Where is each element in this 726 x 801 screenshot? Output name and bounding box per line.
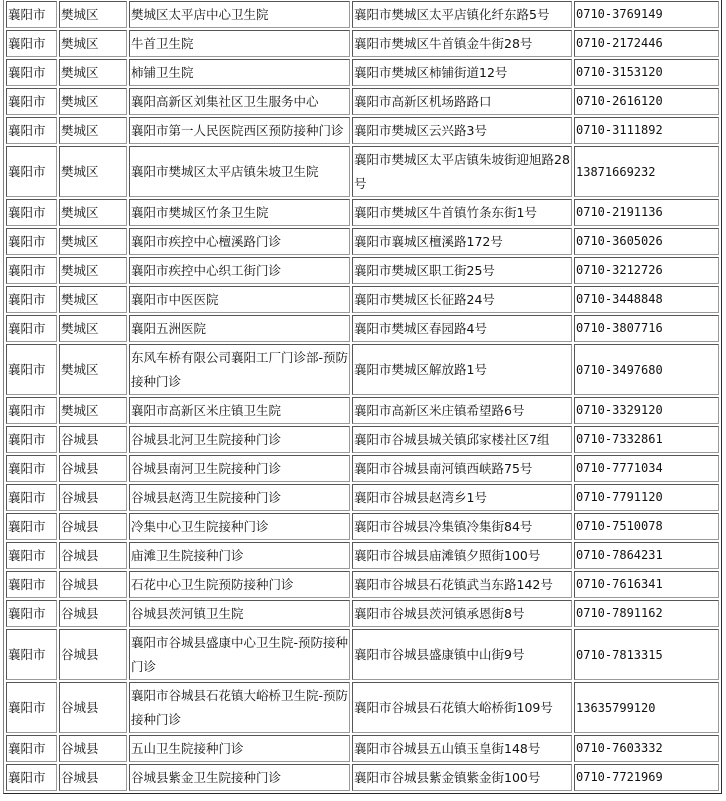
phone-cell: 0710-7813315 xyxy=(574,629,719,680)
address-cell: 襄阳市樊城区牛首镇金牛街28号 xyxy=(352,30,572,57)
address-cell: 襄阳市谷城县石花镇大峪桥街109号 xyxy=(352,682,572,733)
address-cell: 襄阳市襄城区檀溪路172号 xyxy=(352,228,572,255)
address-cell: 襄阳市樊城区长征路24号 xyxy=(352,286,572,313)
phone-cell: 0710-3605026 xyxy=(574,228,719,255)
clinic-name-cell: 冷集中心卫生院接种门诊 xyxy=(129,513,350,540)
district-cell: 樊城区 xyxy=(59,286,127,313)
address-cell: 襄阳市高新区机场路路口 xyxy=(352,88,572,115)
table-row xyxy=(6,59,719,86)
district-cell: 谷城县 xyxy=(59,571,127,598)
clinic-name-cell: 襄阳市第一人民医院西区预防接种门诊 xyxy=(129,117,350,144)
clinic-name-cell: 谷城县北河卫生院接种门诊 xyxy=(129,426,350,453)
city-cell: 襄阳市 xyxy=(6,682,57,733)
clinic-name-cell: 谷城县南河卫生院接种门诊 xyxy=(129,455,350,482)
district-cell: 樊城区 xyxy=(59,257,127,284)
district-cell: 谷城县 xyxy=(59,455,127,482)
address-cell: 襄阳市樊城区柿铺街道12号 xyxy=(352,59,572,86)
district-cell: 樊城区 xyxy=(59,117,127,144)
phone-cell: 0710-7721969 xyxy=(574,764,719,791)
clinic-name-cell: 东风车桥有限公司襄阳工厂门诊部-预防接种门诊 xyxy=(129,344,350,395)
address-cell: 襄阳市谷城县庙滩镇夕照街100号 xyxy=(352,542,572,569)
clinic-name-cell: 谷城县茨河镇卫生院 xyxy=(129,600,350,627)
clinic-name-cell: 石花中心卫生院预防接种门诊 xyxy=(129,571,350,598)
address-cell: 襄阳市樊城区牛首镇竹条东街1号 xyxy=(352,199,572,226)
clinic-name-cell: 庙滩卫生院接种门诊 xyxy=(129,542,350,569)
clinic-name-cell: 五山卫生院接种门诊 xyxy=(129,735,350,762)
table-row xyxy=(6,735,719,762)
address-cell: 襄阳市樊城区太平店镇朱坡街迎旭路28号 xyxy=(352,146,572,197)
table-row xyxy=(6,397,719,424)
phone-cell: 0710-7616341 xyxy=(574,571,719,598)
phone-cell: 0710-2172446 xyxy=(574,30,719,57)
district-cell: 樊城区 xyxy=(59,1,127,28)
address-cell: 襄阳市谷城县冷集镇冷集街84号 xyxy=(352,513,572,540)
table-row xyxy=(6,30,719,57)
district-cell: 谷城县 xyxy=(59,513,127,540)
address-cell: 襄阳市樊城区春园路4号 xyxy=(352,315,572,342)
phone-cell: 0710-7603332 xyxy=(574,735,719,762)
city-cell: 襄阳市 xyxy=(6,455,57,482)
city-cell: 襄阳市 xyxy=(6,484,57,511)
district-cell: 谷城县 xyxy=(59,542,127,569)
phone-cell: 0710-7510078 xyxy=(574,513,719,540)
table-row xyxy=(6,199,719,226)
district-cell: 樊城区 xyxy=(59,146,127,197)
city-cell: 襄阳市 xyxy=(6,286,57,313)
phone-cell: 0710-7864231 xyxy=(574,542,719,569)
address-cell: 襄阳市谷城县城关镇邱家楼社区7组 xyxy=(352,426,572,453)
district-cell: 樊城区 xyxy=(59,228,127,255)
city-cell: 襄阳市 xyxy=(6,397,57,424)
clinic-name-cell: 襄阳市樊城区太平店镇朱坡卫生院 xyxy=(129,146,350,197)
clinic-name-cell: 襄阳市高新区米庄镇卫生院 xyxy=(129,397,350,424)
address-cell: 襄阳市谷城县石花镇武当东路142号 xyxy=(352,571,572,598)
clinic-name-cell: 牛首卫生院 xyxy=(129,30,350,57)
district-cell: 谷城县 xyxy=(59,735,127,762)
table-row xyxy=(6,88,719,115)
address-cell: 襄阳市樊城区太平店镇化纤东路5号 xyxy=(352,1,572,28)
phone-cell: 0710-7791120 xyxy=(574,484,719,511)
address-cell: 襄阳市高新区米庄镇希望路6号 xyxy=(352,397,572,424)
district-cell: 樊城区 xyxy=(59,344,127,395)
table-row xyxy=(6,286,719,313)
phone-cell: 0710-3769149 xyxy=(574,1,719,28)
city-cell: 襄阳市 xyxy=(6,146,57,197)
city-cell: 襄阳市 xyxy=(6,199,57,226)
table-row xyxy=(6,146,719,197)
city-cell: 襄阳市 xyxy=(6,257,57,284)
phone-cell: 13635799120 xyxy=(574,682,719,733)
city-cell: 襄阳市 xyxy=(6,764,57,791)
city-cell: 襄阳市 xyxy=(6,629,57,680)
clinic-name-cell: 谷城县紫金卫生院接种门诊 xyxy=(129,764,350,791)
city-cell: 襄阳市 xyxy=(6,542,57,569)
phone-cell: 0710-3807716 xyxy=(574,315,719,342)
phone-cell: 0710-7891162 xyxy=(574,600,719,627)
district-cell: 谷城县 xyxy=(59,484,127,511)
table-row xyxy=(6,600,719,627)
phone-cell: 0710-3153120 xyxy=(574,59,719,86)
phone-cell: 0710-3212726 xyxy=(574,257,719,284)
district-cell: 樊城区 xyxy=(59,59,127,86)
table-row xyxy=(6,484,719,511)
city-cell: 襄阳市 xyxy=(6,426,57,453)
vaccination-clinic-table xyxy=(3,0,722,794)
table-row xyxy=(6,315,719,342)
phone-cell: 0710-7332861 xyxy=(574,426,719,453)
table-row xyxy=(6,629,719,680)
table-row xyxy=(6,426,719,453)
city-cell: 襄阳市 xyxy=(6,30,57,57)
clinic-name-cell: 襄阳市疾控中心织工街门诊 xyxy=(129,257,350,284)
phone-cell: 0710-2616120 xyxy=(574,88,719,115)
phone-cell: 0710-3329120 xyxy=(574,397,719,424)
city-cell: 襄阳市 xyxy=(6,344,57,395)
clinic-name-cell: 襄阳市樊城区竹条卫生院 xyxy=(129,199,350,226)
city-cell: 襄阳市 xyxy=(6,571,57,598)
address-cell: 襄阳市樊城区职工街25号 xyxy=(352,257,572,284)
table-row xyxy=(6,1,719,28)
address-cell: 襄阳市谷城县南河镇西峡路75号 xyxy=(352,455,572,482)
district-cell: 谷城县 xyxy=(59,600,127,627)
city-cell: 襄阳市 xyxy=(6,117,57,144)
clinic-name-cell: 襄阳市疾控中心檀溪路门诊 xyxy=(129,228,350,255)
city-cell: 襄阳市 xyxy=(6,513,57,540)
address-cell: 襄阳市谷城县盛康镇中山街9号 xyxy=(352,629,572,680)
city-cell: 襄阳市 xyxy=(6,600,57,627)
district-cell: 樊城区 xyxy=(59,88,127,115)
table-row xyxy=(6,513,719,540)
district-cell: 谷城县 xyxy=(59,682,127,733)
table-row xyxy=(6,455,719,482)
city-cell: 襄阳市 xyxy=(6,228,57,255)
table-row xyxy=(6,228,719,255)
district-cell: 谷城县 xyxy=(59,629,127,680)
city-cell: 襄阳市 xyxy=(6,59,57,86)
city-cell: 襄阳市 xyxy=(6,88,57,115)
table-row xyxy=(6,542,719,569)
clinic-name-cell: 襄阳市谷城县石花镇大峪桥卫生院-预防接种门诊 xyxy=(129,682,350,733)
district-cell: 樊城区 xyxy=(59,199,127,226)
phone-cell: 13871669232 xyxy=(574,146,719,197)
city-cell: 襄阳市 xyxy=(6,735,57,762)
clinic-name-cell: 襄阳五洲医院 xyxy=(129,315,350,342)
district-cell: 樊城区 xyxy=(59,315,127,342)
address-cell: 襄阳市谷城县紫金镇紫金街100号 xyxy=(352,764,572,791)
district-cell: 樊城区 xyxy=(59,397,127,424)
city-cell: 襄阳市 xyxy=(6,315,57,342)
address-cell: 襄阳市谷城县赵湾乡1号 xyxy=(352,484,572,511)
address-cell: 襄阳市樊城区云兴路3号 xyxy=(352,117,572,144)
table-row xyxy=(6,117,719,144)
clinic-name-cell: 谷城县赵湾卫生院接种门诊 xyxy=(129,484,350,511)
clinic-name-cell: 樊城区太平店中心卫生院 xyxy=(129,1,350,28)
table-row xyxy=(6,571,719,598)
phone-cell: 0710-2191136 xyxy=(574,199,719,226)
address-cell: 襄阳市谷城县茨河镇承恩街8号 xyxy=(352,600,572,627)
address-cell: 襄阳市谷城县五山镇玉皇街148号 xyxy=(352,735,572,762)
table-row xyxy=(6,344,719,395)
clinic-name-cell: 襄阳市谷城县盛康中心卫生院-预防接种门诊 xyxy=(129,629,350,680)
phone-cell: 0710-7771034 xyxy=(574,455,719,482)
table-row xyxy=(6,257,719,284)
phone-cell: 0710-3111892 xyxy=(574,117,719,144)
district-cell: 谷城县 xyxy=(59,426,127,453)
phone-cell: 0710-3448848 xyxy=(574,286,719,313)
address-cell: 襄阳市樊城区解放路1号 xyxy=(352,344,572,395)
clinic-name-cell: 襄阳市中医医院 xyxy=(129,286,350,313)
clinic-name-cell: 襄阳高新区刘集社区卫生服务中心 xyxy=(129,88,350,115)
district-cell: 谷城县 xyxy=(59,764,127,791)
district-cell: 樊城区 xyxy=(59,30,127,57)
table-row xyxy=(6,682,719,733)
table-row xyxy=(6,764,719,791)
city-cell: 襄阳市 xyxy=(6,1,57,28)
clinic-name-cell: 柿铺卫生院 xyxy=(129,59,350,86)
phone-cell: 0710-3497680 xyxy=(574,344,719,395)
